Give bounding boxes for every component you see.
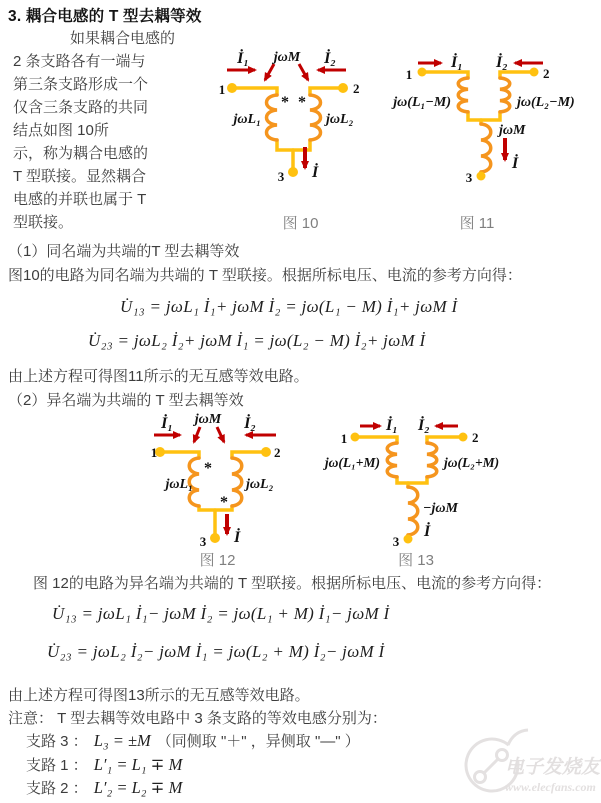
- figure-caption: 图 13: [398, 552, 434, 569]
- intro-line: 仅含三条支路的共同: [13, 99, 149, 116]
- label-i2: İ₂: [244, 415, 256, 432]
- section1-body: 图10的电路为同名端为共端的 T 型联接。根据所标电压、电流的参考方向得：: [8, 267, 522, 284]
- coil-left: [458, 78, 468, 112]
- watermark-logo-leaf-icon: [508, 730, 528, 745]
- wire: [397, 477, 427, 483]
- coil-right: [500, 78, 510, 112]
- label-l2: jω(L₂+M): [444, 455, 500, 470]
- note-branch1: [26, 754, 188, 775]
- polarity-dot-right: *: [298, 94, 306, 111]
- label-l2: jω(L₂−M): [517, 95, 575, 110]
- mutual-arrow-icon: [299, 64, 308, 80]
- terminal-3: 3: [199, 534, 207, 549]
- intro-line: 结点如图 10所: [13, 122, 109, 139]
- mutual-arrow-icon: [194, 427, 200, 442]
- terminal-dot: [288, 167, 298, 177]
- terminal-3: 3: [392, 534, 400, 549]
- terminal-3: 3: [465, 170, 473, 185]
- terminal-2: 2: [472, 430, 479, 445]
- note-title: 注意： T 型去耦等效电路中 3 条支路的等效电感分别为：: [8, 710, 387, 727]
- label-l1: jω(L₁−M): [393, 95, 451, 110]
- label-jwm: jωM: [273, 50, 301, 65]
- branch2-formula: L′₂ = L₂ ∓ M: [93, 778, 183, 797]
- intro-line: 示，称为耦合电感的: [13, 145, 149, 162]
- watermark-brand: 电子发烧友: [505, 757, 601, 778]
- branch3-prefix: 支路 3 ：: [26, 733, 88, 750]
- label-l2: jωL₂: [246, 477, 274, 492]
- mutual-arrow-icon: [217, 427, 224, 442]
- coil-left: [387, 443, 397, 477]
- section1-title: （1）同名端为共端的T 型去耦等效: [8, 243, 240, 260]
- label-l1: jωL₁: [165, 477, 193, 492]
- watermark: [452, 725, 601, 803]
- terminal-1: 1: [340, 431, 348, 446]
- terminal-dot: [459, 433, 468, 442]
- note-branch3: [26, 730, 360, 751]
- page-title: 3. 耦合电感的 T 型去耦等效: [8, 8, 202, 25]
- label-i: İ: [312, 164, 319, 181]
- wire: [468, 112, 500, 120]
- equation-u23-same: U̇₂₃ = jωL₂ İ₂+ jωM İ₁ = jω(L₂ − M) İ₂+ jωM İ: [88, 331, 426, 350]
- label-jwm: −jωM: [423, 501, 458, 516]
- label-i1: İ₁: [237, 50, 249, 67]
- intro-line: 电感的并联也属于 T: [13, 191, 147, 208]
- wire: [355, 437, 397, 443]
- label-i2: İ₂: [496, 54, 508, 71]
- intro-line: T 型联接。显然耦合: [13, 168, 147, 185]
- wire: [160, 452, 199, 458]
- label-i1: İ₁: [451, 54, 463, 71]
- section2-body: 图 12的电路为异名端为共端的 T 型联接。根据所标电压、电流的参考方向得：: [33, 575, 552, 592]
- watermark-logo-node: [475, 772, 486, 783]
- terminal-dot: [351, 433, 360, 442]
- equation-u23-opposite: U̇₂₃ = jωL₂ İ₂− jωM İ₁ = jω(L₂ + M) İ₂− jωM İ: [47, 642, 385, 661]
- terminal-dot: [338, 83, 348, 93]
- terminal-dot: [477, 172, 486, 181]
- terminal-dot: [210, 533, 220, 543]
- branch3-formula: L₃ = ±M: [93, 731, 151, 750]
- watermark-logo-link: [485, 760, 498, 773]
- terminal-2: 2: [274, 445, 281, 460]
- coil-right: [310, 95, 321, 140]
- label-i: İ: [512, 155, 519, 172]
- figure-caption: 图 11: [459, 215, 495, 232]
- section1-conclusion: 由上述方程可得图11所示的无互感等效电路。: [8, 368, 309, 385]
- branch1-prefix: 支路 1 ：: [26, 757, 88, 774]
- intro-line: 型联接。: [13, 214, 74, 231]
- intro-line: 2 条支路各有一端与: [13, 53, 146, 70]
- watermark-url: www.elecfans.com: [505, 780, 596, 794]
- branch3-suffix: （同侧取 "＋" ，异侧取 "—" ）: [156, 733, 360, 750]
- coil-right: [427, 443, 437, 477]
- terminal-dot: [404, 535, 413, 544]
- coil-center: [481, 124, 491, 172]
- label-l1: jω(L₁+M): [324, 455, 380, 470]
- mutual-arrow-icon: [265, 64, 274, 80]
- coil-center: [408, 487, 418, 535]
- figure-caption: 图 12: [199, 552, 236, 569]
- section2-conclusion: 由上述方程可得图13所示的无互感等效电路。: [8, 687, 310, 704]
- equation-u13-opposite: U̇₁₃ = jωL₁ İ₁− jωM İ₂ = jω(L₁ + M) İ₁− jωM İ: [52, 604, 390, 623]
- polarity-dot-left: *: [204, 460, 212, 477]
- wire: [422, 72, 468, 78]
- intro-line: 如果耦合电感的: [70, 30, 176, 47]
- terminal-dot: [530, 68, 539, 77]
- figure-12-circuit: [150, 412, 285, 548]
- label-i1: İ₁: [161, 415, 173, 432]
- wire: [310, 88, 343, 95]
- terminal-2: 2: [353, 81, 360, 96]
- terminal-dot: [418, 68, 427, 77]
- intro-line: 第三条支路形成一个: [13, 76, 149, 93]
- label-i: İ: [424, 523, 431, 540]
- terminal-dot: [227, 83, 237, 93]
- figure-caption: 图 10: [282, 215, 319, 232]
- coil-right: [232, 458, 242, 506]
- label-i2: İ₂: [324, 50, 336, 67]
- branch1-formula: L′₁ = L₁ ∓ M: [93, 755, 183, 774]
- polarity-dot-right: *: [220, 494, 228, 511]
- section2-title: （2）异名端为共端的 T 型去耦等效: [8, 392, 244, 409]
- terminal-1: 1: [218, 82, 226, 97]
- label-i1: İ₁: [386, 417, 398, 434]
- label-i: İ: [234, 529, 241, 546]
- figure-13-circuit: [324, 415, 536, 549]
- wire: [232, 452, 266, 458]
- terminal-3: 3: [277, 169, 285, 184]
- terminal-dot: [261, 447, 271, 457]
- wire: [427, 437, 463, 443]
- wire: [232, 88, 277, 95]
- label-l1: jωL₁: [233, 112, 261, 127]
- branch2-prefix: 支路 2 ：: [26, 780, 88, 797]
- terminal-2: 2: [543, 66, 550, 81]
- label-jwm: jωM: [499, 123, 526, 138]
- note-branch2: [26, 777, 188, 798]
- label-l2: jωL₂: [326, 112, 354, 127]
- wire: [500, 72, 534, 78]
- figure-10-circuit: [215, 50, 370, 190]
- figure-11-circuit: [393, 50, 598, 185]
- polarity-dot-left: *: [281, 94, 289, 111]
- terminal-1: 1: [405, 67, 413, 82]
- intro-paragraph: [13, 27, 223, 234]
- terminal-1: 1: [150, 445, 158, 460]
- equation-u13-same: U̇₁₃ = jωL₁ İ₁+ jωM İ₂ = jω(L₁ − M) İ₁+ jωM İ: [120, 297, 458, 316]
- label-jwm: jωM: [194, 412, 222, 427]
- label-i2: İ₂: [418, 417, 430, 434]
- coil-left: [267, 95, 278, 140]
